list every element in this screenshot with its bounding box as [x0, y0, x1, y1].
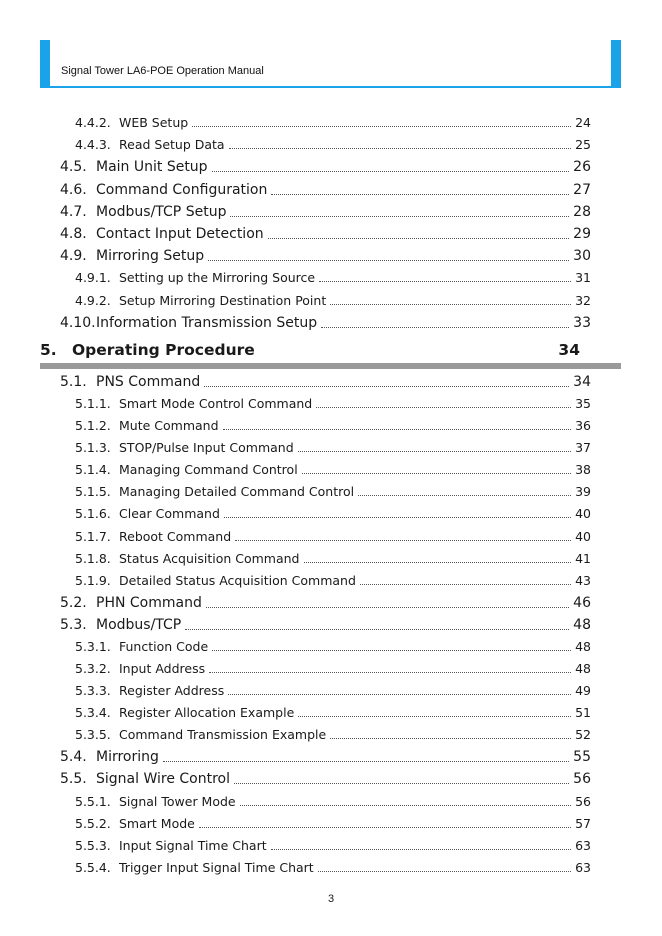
toc-entry[interactable]	[60, 159, 591, 175]
toc-entry-page: 63	[575, 859, 591, 875]
toc-entry-title: Modbus/TCP Setup	[96, 203, 227, 220]
toc-entry[interactable]	[60, 315, 591, 331]
toc-entry-number: 5.1.5.	[75, 484, 111, 500]
chapter-page: 34	[558, 341, 580, 359]
dot-leader	[204, 386, 569, 387]
toc-entry-title: STOP/Pulse Input Command	[119, 440, 294, 456]
toc-entry-title: Reboot Command	[119, 528, 232, 544]
dot-leader	[321, 327, 569, 328]
dot-leader	[228, 694, 571, 695]
toc-entry-page: 56	[573, 771, 591, 788]
toc-entry[interactable]	[75, 794, 591, 809]
dot-leader	[302, 473, 571, 474]
toc-entry-number: 5.1.	[60, 374, 87, 390]
dot-leader	[208, 260, 569, 261]
toc-entry-page: 48	[573, 616, 591, 633]
toc-entry-page: 26	[573, 159, 591, 176]
toc-entry[interactable]	[75, 551, 591, 566]
dot-leader	[240, 805, 571, 806]
dot-leader	[304, 562, 572, 563]
dot-leader	[230, 216, 569, 217]
toc-entry-page: 41	[575, 550, 591, 566]
toc-entry-page: 31	[575, 270, 591, 286]
toc-entry-title: Modbus/TCP	[96, 616, 182, 633]
dot-leader	[235, 540, 571, 541]
dot-leader	[229, 148, 572, 149]
chapter-number: 5.	[40, 341, 57, 359]
toc-entry-number: 5.1.4.	[75, 462, 111, 478]
toc-entry[interactable]	[60, 226, 591, 242]
toc-entry[interactable]	[60, 374, 591, 390]
dot-leader	[212, 171, 570, 172]
toc-entry-title: Trigger Input Signal Time Chart	[119, 859, 314, 875]
dot-leader	[212, 650, 571, 651]
toc-entry-number: 4.10.	[60, 314, 96, 331]
dot-leader	[330, 304, 571, 305]
toc-entry-number: 5.3.3.	[75, 683, 111, 699]
toc-entry[interactable]	[75, 293, 591, 308]
toc-entry-page: 40	[575, 528, 591, 544]
toc-entry-number: 5.1.9.	[75, 572, 111, 588]
toc-entry-number: 5.3.1.	[75, 638, 111, 654]
dot-leader	[224, 517, 571, 518]
toc-entry-page: 63	[575, 837, 591, 853]
toc-entry[interactable]	[60, 182, 591, 198]
toc-entry-number: 4.4.3.	[75, 137, 111, 153]
toc-entry-page: 49	[575, 683, 591, 699]
toc-entry-number: 5.4.	[60, 749, 87, 766]
dot-leader	[318, 871, 571, 872]
toc-entry-number: 4.7.	[60, 203, 87, 220]
toc-entry-number: 4.9.1.	[75, 270, 111, 286]
toc-entry-title: Signal Tower Mode	[119, 793, 236, 809]
toc-entry-page: 46	[573, 594, 591, 611]
chapter-title: Operating Procedure	[72, 341, 255, 359]
toc-entry-number: 5.5.2.	[75, 815, 111, 831]
document-title: Signal Tower LA6-POE Operation Manual	[61, 65, 264, 77]
dot-leader	[330, 738, 571, 739]
toc-entry[interactable]	[75, 484, 591, 499]
toc-entry-title: Input Address	[119, 661, 206, 677]
toc-entry-page: 29	[573, 226, 591, 242]
toc-entry-page: 25	[575, 137, 591, 153]
toc-entry[interactable]	[60, 248, 591, 264]
toc-entry-page: 32	[575, 292, 591, 308]
toc-entry-page: 39	[575, 484, 591, 500]
toc-entry-number: 4.4.2.	[75, 115, 111, 130]
dot-leader	[234, 783, 569, 784]
toc-entry-title: Function Code	[119, 638, 209, 654]
toc-entry-title: Register Address	[119, 683, 225, 699]
toc-entry-page: 55	[573, 749, 591, 766]
toc-entry-title: Setting up the Mirroring Source	[119, 270, 316, 286]
toc-entry-number: 5.1.2.	[75, 418, 111, 434]
toc-entry-title: WEB Setup	[119, 115, 189, 130]
toc-entry-title: Contact Input Detection	[96, 226, 264, 242]
toc-entry-page: 24	[575, 115, 591, 130]
dot-leader	[298, 451, 571, 452]
toc-entry-page: 38	[575, 462, 591, 478]
toc-entry[interactable]	[75, 115, 591, 130]
toc-entry-number: 5.5.3.	[75, 837, 111, 853]
toc-entry[interactable]	[75, 573, 591, 588]
toc-entry-title: Status Acquisition Command	[119, 550, 300, 566]
toc-entry-page: 28	[573, 203, 591, 220]
toc-entry-title: Main Unit Setup	[96, 159, 208, 176]
toc-entry-number: 5.5.	[60, 771, 87, 788]
toc-entry-title: Mirroring	[96, 749, 159, 766]
toc-entry-page: 51	[575, 705, 591, 721]
toc-entry-number: 5.3.	[60, 616, 87, 633]
toc-entry-page: 48	[575, 661, 591, 677]
toc-entry-number: 4.9.	[60, 248, 87, 265]
toc-entry[interactable]	[75, 727, 591, 742]
toc-entry[interactable]	[75, 639, 591, 654]
header-rule	[40, 86, 621, 88]
toc-entry-number: 4.5.	[60, 159, 87, 176]
toc-entry-page: 36	[575, 418, 591, 434]
toc-entry-title: Register Allocation Example	[119, 705, 295, 721]
toc-entry-title: Managing Detailed Command Control	[119, 484, 355, 500]
toc-entry-page: 34	[573, 374, 591, 390]
toc-entry[interactable]	[75, 860, 591, 875]
dot-leader	[271, 194, 569, 195]
toc-entry-number: 5.1.1.	[75, 396, 111, 412]
toc-entry-number: 4.9.2.	[75, 292, 111, 308]
toc-entry-title: Information Transmission Setup	[96, 314, 318, 331]
toc-entry[interactable]	[75, 270, 591, 285]
toc-entry[interactable]	[75, 705, 591, 720]
toc-entry-page: 30	[573, 248, 591, 265]
toc-entry-title: Mirroring Setup	[96, 248, 205, 265]
toc-entry[interactable]	[75, 838, 591, 853]
toc-entry-title: Command Configuration	[96, 181, 268, 198]
toc-entry-title: Read Setup Data	[119, 137, 225, 153]
toc-entry-page: 43	[575, 572, 591, 588]
toc-entry[interactable]	[75, 137, 591, 152]
toc-entry-number: 5.5.1.	[75, 793, 111, 809]
toc-entry-page: 27	[573, 181, 591, 198]
toc-entry[interactable]	[75, 418, 591, 433]
toc-entry-number: 4.6.	[60, 181, 87, 198]
toc-entry-title: PNS Command	[96, 374, 201, 390]
toc-entry-title: PHN Command	[96, 594, 202, 611]
dot-leader	[223, 429, 572, 430]
toc-entry-title: Smart Mode Control Command	[119, 396, 313, 412]
toc-entry-number: 5.2.	[60, 594, 87, 611]
toc-entry-number: 5.3.2.	[75, 661, 111, 677]
toc-entry[interactable]	[60, 749, 591, 765]
toc-entry-title: Input Signal Time Chart	[119, 837, 267, 853]
chapter-rule	[40, 363, 621, 369]
toc-entry-title: Managing Command Control	[119, 462, 298, 478]
dot-leader	[268, 238, 570, 239]
dot-leader	[199, 827, 571, 828]
toc-entry-number: 5.3.4.	[75, 705, 111, 721]
toc-entry[interactable]	[75, 683, 591, 698]
toc-entry-page: 56	[575, 793, 591, 809]
header-accent-right	[611, 40, 621, 88]
toc-entry[interactable]	[75, 440, 591, 455]
toc-entry-page: 35	[575, 396, 591, 412]
toc-entry-number: 5.1.7.	[75, 528, 111, 544]
toc-entry[interactable]	[75, 396, 591, 411]
toc-entry[interactable]	[75, 462, 591, 477]
toc-entry[interactable]	[75, 529, 591, 544]
toc-entry-page: 48	[575, 638, 591, 654]
toc-entry[interactable]	[75, 506, 591, 521]
toc-entry-title: Signal Wire Control	[96, 771, 230, 788]
dot-leader	[316, 407, 571, 408]
toc-entry-page: 40	[575, 506, 591, 522]
toc-entry[interactable]	[60, 617, 591, 633]
toc-entry-title: Detailed Status Acquisition Command	[119, 572, 356, 588]
toc-entry-title: Command Transmission Example	[119, 727, 327, 743]
toc-entry-title: Mute Command	[119, 418, 219, 434]
toc-entry-number: 5.1.3.	[75, 440, 111, 456]
dot-leader	[298, 716, 571, 717]
toc-entry-page: 37	[575, 440, 591, 456]
dot-leader	[360, 584, 571, 585]
toc-entry-page: 33	[573, 314, 591, 331]
toc-entry-title: Smart Mode	[119, 815, 195, 831]
toc-entry-number: 5.3.5.	[75, 727, 111, 743]
page-number: 3	[327, 893, 335, 905]
dot-leader	[319, 281, 571, 282]
toc-entry-page: 57	[575, 815, 591, 831]
toc-entry-page: 52	[575, 727, 591, 743]
toc-entry[interactable]	[60, 595, 591, 611]
toc-entry[interactable]	[75, 661, 591, 676]
toc-entry-number: 5.1.8.	[75, 550, 111, 566]
toc-entry-number: 5.1.6.	[75, 506, 111, 522]
toc-entry[interactable]	[60, 204, 591, 220]
dot-leader	[358, 495, 571, 496]
toc-entry-title: Setup Mirroring Destination Point	[119, 292, 327, 308]
toc-entry[interactable]	[75, 816, 591, 831]
header-accent-left	[40, 40, 50, 88]
toc-entry-number: 5.5.4.	[75, 859, 111, 875]
toc-entry-number: 4.8.	[60, 226, 87, 242]
toc-chapter-heading[interactable]	[40, 341, 580, 359]
dot-leader	[185, 629, 569, 630]
dot-leader	[271, 849, 571, 850]
dot-leader	[163, 761, 569, 762]
toc-entry[interactable]	[60, 771, 591, 787]
toc-entry-title: Clear Command	[119, 506, 220, 522]
dot-leader	[206, 607, 569, 608]
dot-leader	[209, 672, 571, 673]
dot-leader	[192, 126, 571, 127]
